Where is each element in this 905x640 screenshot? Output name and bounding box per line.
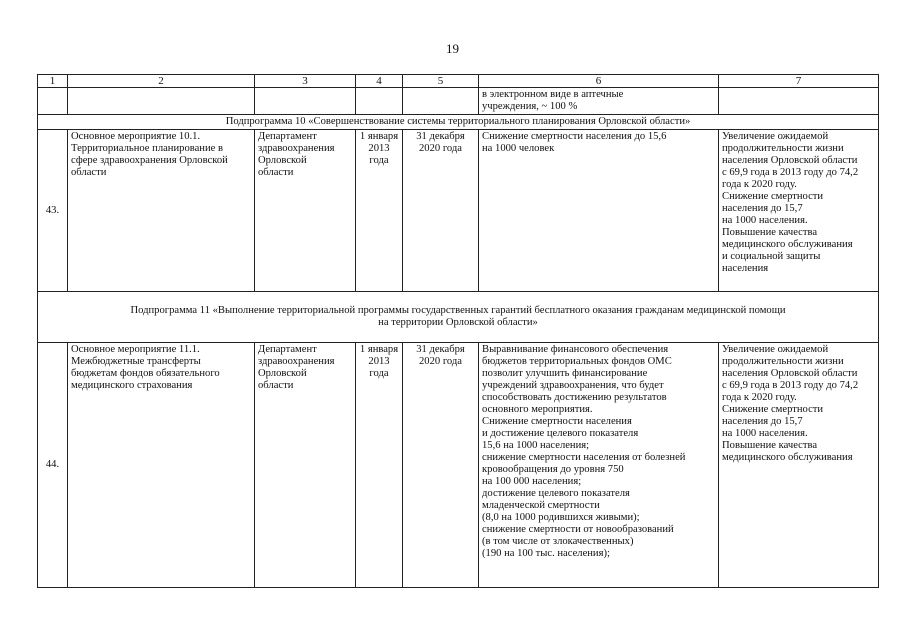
page-number: 19 (446, 41, 459, 56)
continuation-row (38, 88, 879, 115)
header-cell: 3 (255, 75, 356, 88)
header-cell: 5 (403, 75, 479, 88)
expected-result-cell: Снижение смертности населения до 15,6 на 1000 человек (479, 130, 719, 292)
subprogram-10-row (38, 115, 879, 130)
header-cell: 7 (719, 75, 879, 88)
measures-table (37, 74, 879, 588)
header-cell: 1 (38, 75, 68, 88)
program-link-cell: Увеличение ожидаемой продолжительности жизни населения Орловской области с 69,9 года в 2013 году до 74,2 года к 2020 году. Снижение смертности населения до 15,7 на 1000 населения. Повышение качества медицинского обслуживания (719, 343, 879, 588)
table-row-44 (38, 343, 879, 588)
subprogram-11-title: Подпрограмма 11 «Выполнение территориальной программы государственных гарантий бесплатного оказания гражданам медицинской помощи на территории Орловской области» (38, 292, 879, 343)
measure-name-cell: Основное мероприятие 11.1. Межбюджетные трансферты бюджетам фондов обязательного медицинского страхования (68, 343, 255, 588)
table-row-43 (38, 130, 879, 292)
continuation-result-cell: в электронном виде в аптечные учреждения, ~ 100 % (479, 88, 719, 115)
header-cell: 6 (479, 75, 719, 88)
row-number: 43. (38, 130, 68, 292)
program-link-cell: Увеличение ожидаемой продолжительности жизни населения Орловской области с 69,9 года в 2013 году до 74,2 года к 2020 году. Снижение смертности населения до 15,7 на 1000 населения. Повышение качества медицинского обслуживания и социальной защиты населения (719, 130, 879, 292)
end-date-cell: 31 декабря 2020 года (403, 343, 479, 588)
expected-result-cell: Выравнивание финансового обеспечения бюджетов территориальных фондов ОМС позволит улучшить финансирование учреждений здравоохранения, что будет способствовать достижению результатов основного мероприятия. Снижение смертности населения и достижение целевого показателя 15,6 на 1000 населения; снижение смертности населения от болезней кровообращения до уровня 750 на 100 000 населения; достижение целевого показателя младенческой смертности (8,0 на 1000 родившихся живыми); снижение смертности от новообразований (в том числе от злокачественных) (190 на 100 тыс. населения); (479, 343, 719, 588)
subprogram-11-row (38, 292, 879, 343)
measure-name-cell: Основное мероприятие 10.1. Территориальное планирование в сфере здравоохранения Орловской области (68, 130, 255, 292)
header-cell: 4 (356, 75, 403, 88)
start-date-cell: 1 января 2013 года (356, 343, 403, 588)
start-date-cell: 1 января 2013 года (356, 130, 403, 292)
header-cell: 2 (68, 75, 255, 88)
row-number: 44. (38, 343, 68, 588)
executor-cell: Департамент здравоохранения Орловской области (255, 343, 356, 588)
subprogram-10-title: Подпрограмма 10 «Совершенствование системы территориального планирования Орловской области» (38, 115, 879, 130)
column-number-row (38, 75, 879, 88)
end-date-cell: 31 декабря 2020 года (403, 130, 479, 292)
executor-cell: Департамент здравоохранения Орловской области (255, 130, 356, 292)
